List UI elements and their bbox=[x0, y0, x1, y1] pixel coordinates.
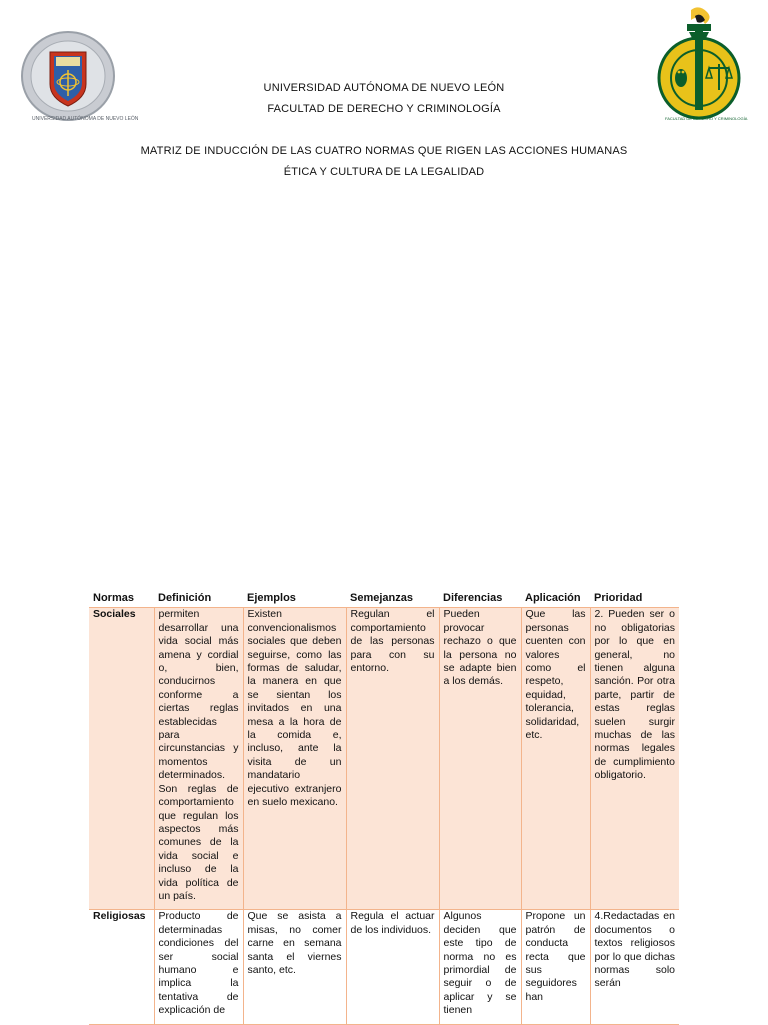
cell-prioridad: 2. Pueden ser o no obligatorias por lo que en general, no tienen alguna sanción. Por otra parte, partir de estas reglas suelen surgir muchas de las normas legales de cumplimiento obligatorio. bbox=[590, 608, 679, 910]
column-header-diferencias: Diferencias bbox=[439, 590, 521, 608]
left-logo-text: UNIVERSIDAD AUTÓNOMA DE NUEVO LEÓN bbox=[32, 116, 139, 122]
table-row bbox=[89, 910, 679, 1024]
cell-semejanzas: Regula el actuar de los individuos. bbox=[346, 910, 439, 1024]
table-header-row bbox=[89, 590, 679, 608]
column-header-prioridad: Prioridad bbox=[590, 590, 679, 608]
cell-semejanzas: Regulan el comportamiento de las personas para con su entorno. bbox=[346, 608, 439, 910]
row-header-religiosas: Religiosas bbox=[89, 910, 154, 1024]
column-header-semejanzas: Semejanzas bbox=[346, 590, 439, 608]
cell-aplicacion: Propone un patrón de conducta recta que sus seguidores han bbox=[521, 910, 590, 1024]
cell-diferencias: Pueden provocar rechazo o que la persona no se adapte bien a los demás. bbox=[439, 608, 521, 910]
cell-ejemplos: Que se asista a misas, no comer carne en semana santa el viernes santo, etc. bbox=[243, 910, 346, 1024]
cell-aplicacion: Que las personas cuenten con valores como el respeto, equidad, tolerancia, solidaridad, etc. bbox=[521, 608, 590, 910]
column-header-ejemplos: Ejemplos bbox=[243, 590, 346, 608]
cell-diferencias: Algunos deciden que este tipo de norma no es primordial de seguir o de aplicar y se tienen bbox=[439, 910, 521, 1024]
row-header-sociales: Sociales bbox=[89, 608, 154, 910]
matrix-title: MATRIZ DE INDUCCIÓN DE LAS CUATRO NORMAS QUE RIGEN LAS ACCIONES HUMANAS bbox=[140, 145, 628, 157]
cell-ejemplos: Existen convencionalismos sociales que deben seguirse, como las formas de saludar, la manera en que se sientan los invitados en una mesa a la hora de la comida e, incluso, ante la visita de un mandatario ejecutivo extranjero en suelo mexicano. bbox=[243, 608, 346, 910]
table-row bbox=[89, 608, 679, 910]
university-name: UNIVERSIDAD AUTÓNOMA DE NUEVO LEÓN bbox=[263, 82, 505, 94]
column-header-normas: Normas bbox=[89, 590, 154, 608]
cell-definicion: Producto de determinadas condiciones del ser social humano e implica la tentativa de explicación de bbox=[154, 910, 243, 1024]
cell-prioridad: 4.Redactadas en documentos o textos religiosos por lo que dichas normas solo serán bbox=[590, 910, 679, 1024]
cell-definicion: permiten desarrollar una vida social más amena y cordial o, bien, conducirnos conforme a ciertas reglas establecidas para circunstancias y momentos determinados. Son reglas de comportamiento que regulan los aspectos más comunes de la vida social e incluso de la vida política de un país. bbox=[154, 608, 243, 910]
course-subtitle: ÉTICA Y CULTURA DE LA LEGALIDAD bbox=[283, 166, 485, 178]
faculty-name: FACULTAD DE DERECHO Y CRIMINOLOGÍA bbox=[267, 103, 501, 115]
norms-matrix-table bbox=[89, 590, 679, 1025]
right-logo-text: FACULTAD DE DERECHO Y CRIMINOLOGÍA bbox=[665, 116, 748, 121]
column-header-aplicacion: Aplicación bbox=[521, 590, 590, 608]
column-header-definicion: Definición bbox=[154, 590, 243, 608]
